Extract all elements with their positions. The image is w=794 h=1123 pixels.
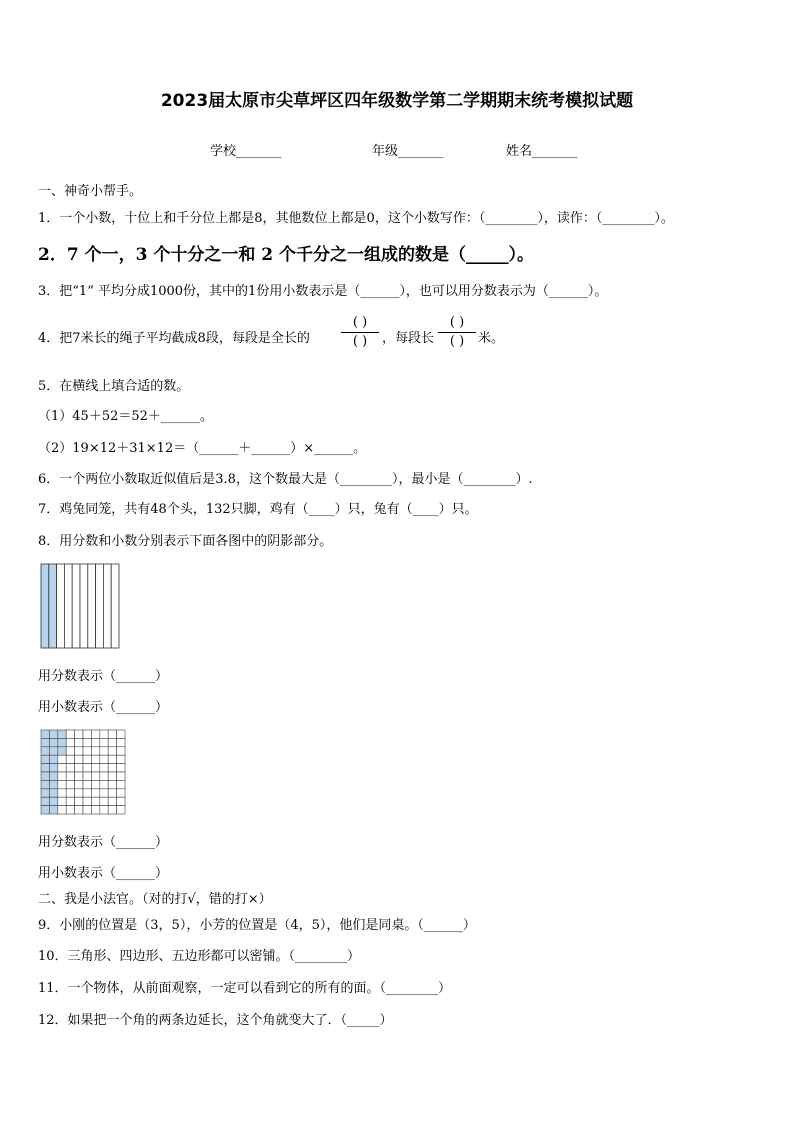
grid-cell bbox=[58, 806, 66, 814]
grid-cell bbox=[117, 797, 125, 805]
grid-cell bbox=[66, 747, 74, 755]
grid-cell bbox=[83, 780, 91, 788]
grid-cell bbox=[58, 789, 66, 797]
grid-cell bbox=[83, 747, 91, 755]
grid-cell bbox=[117, 747, 125, 755]
fraction-denominator: ( ) bbox=[352, 334, 368, 349]
question-5-part-2: （2）19×12＋31×12＝（______＋______）×______。 bbox=[38, 441, 367, 456]
page-title: 2023届太原市尖草坪区四年级数学第二学期期末统考模拟试题 bbox=[160, 91, 634, 111]
shaded-cell bbox=[41, 780, 49, 788]
shaded-cell bbox=[49, 797, 57, 805]
question-8: 8．用分数和小数分别表示下面各图中的阴影部分。 bbox=[38, 534, 333, 549]
figure-2-decimal-answer: 用小数表示（______） bbox=[38, 866, 169, 881]
grid-cell bbox=[83, 772, 91, 780]
shaded-cell bbox=[41, 806, 49, 814]
grid-cell bbox=[117, 755, 125, 763]
grid-cell bbox=[75, 780, 83, 788]
grid-cell bbox=[100, 780, 108, 788]
question-4-fraction-2 bbox=[438, 315, 476, 350]
shaded-cell bbox=[41, 764, 49, 772]
fraction-denominator: ( ) bbox=[449, 334, 465, 349]
grid-cell bbox=[58, 797, 66, 805]
grid-cell bbox=[75, 806, 83, 814]
fraction-bar bbox=[438, 332, 476, 333]
grid-cell bbox=[100, 764, 108, 772]
grid-cell bbox=[91, 747, 99, 755]
grid-cell bbox=[66, 789, 74, 797]
grid-cell bbox=[66, 772, 74, 780]
grid-cell bbox=[75, 797, 83, 805]
grid-cell bbox=[108, 789, 116, 797]
figure-1-fraction-answer: 用分数表示（______） bbox=[38, 669, 169, 684]
grid-cell bbox=[91, 738, 99, 746]
shaded-cell bbox=[49, 806, 57, 814]
grid-cell bbox=[66, 806, 74, 814]
shaded-cell bbox=[58, 730, 66, 738]
grid-cell bbox=[58, 780, 66, 788]
grid-cell bbox=[100, 772, 108, 780]
shaded-cell bbox=[41, 747, 49, 755]
name-field: 姓名_______ bbox=[506, 144, 578, 159]
section-2-heading: 二、我是小法官。（对的打√，错的打×） bbox=[38, 892, 272, 907]
grid-cell bbox=[58, 755, 66, 763]
strip bbox=[96, 564, 104, 648]
grid-cell bbox=[91, 764, 99, 772]
question-7: 7．鸡兔同笼，共有48个头，132只脚，鸡有（____）只，兔有（____）只。 bbox=[38, 502, 478, 517]
grid-cell bbox=[100, 747, 108, 755]
grid-cell bbox=[66, 755, 74, 763]
question-4-fraction-1 bbox=[341, 315, 379, 350]
grid-cell bbox=[108, 797, 116, 805]
shaded-cell bbox=[49, 730, 57, 738]
fraction-bar bbox=[341, 332, 379, 333]
question-2: 2．7 个一，3 个十分之一和 2 个千分之一组成的数是（_____）。 bbox=[38, 245, 534, 265]
shaded-strip bbox=[49, 564, 57, 648]
grid-cell bbox=[91, 772, 99, 780]
grid-cell bbox=[117, 780, 125, 788]
question-3: 3．把“1” 平均分成1000份，其中的1份用小数表示是（______），也可以用分数表示为（______）。 bbox=[38, 284, 608, 299]
grid-cell bbox=[66, 730, 74, 738]
shaded-cell bbox=[49, 764, 57, 772]
grid-cell bbox=[100, 738, 108, 746]
grid-cell bbox=[117, 772, 125, 780]
strip bbox=[57, 564, 65, 648]
grid-cell bbox=[108, 772, 116, 780]
grid-cell bbox=[58, 772, 66, 780]
fraction-numerator: ( ) bbox=[352, 315, 368, 330]
grid-cell bbox=[117, 738, 125, 746]
grid-cell bbox=[100, 797, 108, 805]
shaded-cell bbox=[41, 738, 49, 746]
grid-cell bbox=[66, 780, 74, 788]
question-4-text-c: 米。 bbox=[478, 331, 505, 346]
question-4-text-a: 4．把7米长的绳子平均截成8段，每段是全长的 bbox=[38, 331, 310, 346]
grid-cell bbox=[58, 764, 66, 772]
grid-cell bbox=[66, 764, 74, 772]
figure-1-decimal-answer: 用小数表示（______） bbox=[38, 700, 169, 715]
grid-cell bbox=[108, 780, 116, 788]
section-1-heading: 一、神奇小帮手。 bbox=[38, 184, 143, 199]
question-4-text-b: ，每段长 bbox=[382, 331, 435, 346]
shaded-cell bbox=[49, 755, 57, 763]
fraction-numerator: ( ) bbox=[449, 315, 465, 330]
grid-cell bbox=[91, 755, 99, 763]
grid-cell bbox=[91, 730, 99, 738]
grid-cell bbox=[75, 747, 83, 755]
shaded-cell bbox=[58, 747, 66, 755]
strip bbox=[72, 564, 80, 648]
grid-cell bbox=[117, 764, 125, 772]
shaded-cell bbox=[41, 772, 49, 780]
grid-cell bbox=[75, 764, 83, 772]
question-1: 1．一个小数，十位上和千分位上都是8，其他数位上都是0，这个小数写作：（________），读作：（________）。 bbox=[38, 211, 674, 226]
question-6: 6．一个两位小数取近似值后是3.8，这个数最大是（________），最小是（________）. bbox=[38, 472, 533, 487]
figure-2-hundred-grid bbox=[40, 729, 128, 817]
grid-cell bbox=[83, 738, 91, 746]
grid-cell bbox=[66, 738, 74, 746]
shaded-cell bbox=[41, 755, 49, 763]
grid-cell bbox=[117, 789, 125, 797]
question-12: 12．如果把一个角的两条边延长，这个角就变大了．（_____） bbox=[38, 1013, 393, 1028]
grid-cell bbox=[108, 764, 116, 772]
shaded-cell bbox=[49, 772, 57, 780]
grade-field: 年级_______ bbox=[372, 144, 444, 159]
shaded-cell bbox=[49, 738, 57, 746]
shaded-cell bbox=[58, 738, 66, 746]
grid-cell bbox=[108, 747, 116, 755]
grid-cell bbox=[108, 730, 116, 738]
question-5: 5．在横线上填合适的数。 bbox=[38, 379, 190, 394]
grid-cell bbox=[83, 797, 91, 805]
grid-cell bbox=[100, 755, 108, 763]
question-11: 11．一个物体，从前面观察，一定可以看到它的所有的面。（________） bbox=[38, 981, 452, 996]
figure-1-strips bbox=[40, 563, 122, 651]
grid-cell bbox=[117, 730, 125, 738]
strip bbox=[64, 564, 72, 648]
grid-cell bbox=[75, 738, 83, 746]
shaded-cell bbox=[41, 789, 49, 797]
question-10: 10．三角形、四边形、五边形都可以密铺。（________） bbox=[38, 949, 361, 964]
shaded-cell bbox=[49, 780, 57, 788]
grid-cell bbox=[91, 806, 99, 814]
grid-cell bbox=[83, 755, 91, 763]
figure-2-fraction-answer: 用分数表示（______） bbox=[38, 835, 169, 850]
shaded-cell bbox=[41, 797, 49, 805]
shaded-cell bbox=[41, 730, 49, 738]
strip bbox=[88, 564, 96, 648]
grid-cell bbox=[108, 755, 116, 763]
grid-cell bbox=[91, 797, 99, 805]
grid-cell bbox=[91, 789, 99, 797]
grid-cell bbox=[66, 797, 74, 805]
grid-cell bbox=[117, 806, 125, 814]
grid-cell bbox=[75, 772, 83, 780]
strip bbox=[80, 564, 88, 648]
grid-cell bbox=[83, 789, 91, 797]
grid-cell bbox=[100, 806, 108, 814]
grid-cell bbox=[75, 730, 83, 738]
grid-cell bbox=[100, 789, 108, 797]
strip bbox=[103, 564, 111, 648]
question-9: 9．小刚的位置是（3，5），小芳的位置是（4，5），他们是同桌。（______） bbox=[38, 918, 476, 933]
grid-cell bbox=[91, 780, 99, 788]
grid-cell bbox=[83, 730, 91, 738]
grid-cell bbox=[75, 789, 83, 797]
grid-cell bbox=[108, 738, 116, 746]
grid-cell bbox=[108, 806, 116, 814]
strip bbox=[111, 564, 119, 648]
grid-cell bbox=[83, 806, 91, 814]
grid-cell bbox=[83, 764, 91, 772]
grid-cell bbox=[75, 755, 83, 763]
grid-cell bbox=[100, 730, 108, 738]
shaded-cell bbox=[49, 747, 57, 755]
shaded-cell bbox=[49, 789, 57, 797]
question-5-part-1: （1）45＋52＝52＋______。 bbox=[38, 409, 213, 424]
shaded-strip bbox=[41, 564, 49, 648]
school-field: 学校_______ bbox=[210, 144, 282, 159]
